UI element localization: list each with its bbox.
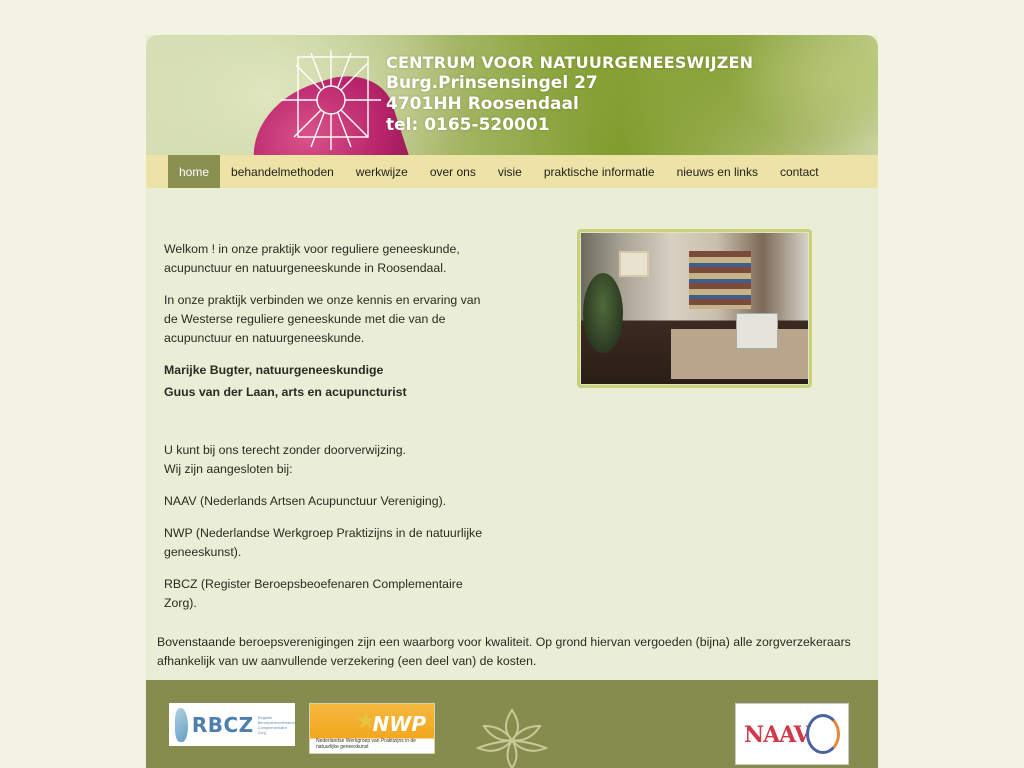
nav-over-ons[interactable]: over ons bbox=[429, 164, 476, 179]
rbcz-logo[interactable] bbox=[169, 703, 295, 746]
phone-number: tel: 0165-520001 bbox=[386, 115, 550, 135]
nav-contact[interactable]: contact bbox=[779, 164, 819, 179]
naav-logo-text: NAAV bbox=[744, 722, 810, 748]
insurance-note: Bovenstaande beroepsverenigingen zijn een waarborg voor kwaliteit. Op grond hiervan vergoeden (bijna) alle zorgverzekeraars afhankelijk van uw aanvullende verzekering (een deel van) de kosten. bbox=[157, 635, 851, 668]
rbcz-membership: RBCZ (Register Beroepsbeoefenaren Complementaire Zorg). bbox=[164, 577, 463, 610]
nav-werkwijze[interactable]: werkwijze bbox=[355, 164, 408, 179]
nwp-logo-text: NWP bbox=[372, 712, 426, 736]
header-address bbox=[386, 53, 753, 136]
nav-praktische-informatie[interactable]: praktische informatie bbox=[543, 164, 655, 179]
referral-line: U kunt bij ons terecht zonder doorverwijzing. bbox=[164, 443, 406, 457]
nav-nieuws-en-links[interactable]: nieuws en links bbox=[676, 164, 758, 179]
practitioner-1: Marijke Bugter, natuurgeneeskundige bbox=[164, 363, 384, 377]
rbcz-logo-subtext: Register Beroepsbeoefenaren Complementaire Zorg bbox=[257, 714, 296, 735]
intro-text bbox=[164, 240, 494, 626]
nwp-logo[interactable] bbox=[309, 703, 435, 754]
header-banner bbox=[146, 35, 878, 155]
main-content bbox=[146, 188, 878, 680]
site-title: CENTRUM VOOR NATUURGENEESWIJZEN bbox=[386, 53, 754, 72]
address-street: Burg.Prinsensingel 27 bbox=[386, 73, 598, 93]
nwp-logo-subtext: Nederlandse Werkgroep van Praktizijns in de natuurlijke geneeskunst bbox=[316, 738, 416, 750]
sun-logo-icon bbox=[276, 45, 386, 155]
nav-home[interactable]: home bbox=[168, 155, 220, 188]
address-city: 4701HH Roosendaal bbox=[386, 94, 579, 114]
site-container bbox=[146, 35, 878, 768]
practice-room-photo bbox=[581, 233, 808, 384]
photo-plant bbox=[583, 273, 623, 353]
main-nav bbox=[146, 155, 878, 188]
photo-wall-frame bbox=[619, 251, 649, 277]
nav-visie[interactable]: visie bbox=[497, 164, 522, 179]
approach-paragraph: In onze praktijk verbinden we onze kennis en ervaring van de Westerse reguliere geneeskunde met die van de acupunctuur en natuurgeneeskunde. bbox=[164, 293, 481, 345]
welcome-paragraph: Welkom ! in onze praktijk voor reguliere geneeskunde, acupunctuur en natuurgeneeskunde in Roosendaal. bbox=[164, 242, 460, 275]
practice-photo-frame bbox=[577, 229, 812, 388]
membership-line: Wij zijn aangesloten bij: bbox=[164, 462, 293, 476]
rbcz-mark-icon bbox=[175, 708, 188, 742]
yin-yang-icon bbox=[806, 714, 840, 754]
star-icon: ★ bbox=[356, 708, 376, 733]
nwp-membership: NWP (Nederlandse Werkgroep Praktizijns in de natuurlijke geneeskunst). bbox=[164, 526, 483, 559]
photo-monitor bbox=[736, 313, 778, 349]
lotus-flower-icon bbox=[474, 702, 550, 768]
rbcz-logo-text: RBCZ bbox=[191, 712, 254, 737]
footer bbox=[146, 680, 878, 768]
practitioner-2: Guus van der Laan, arts en acupuncturist bbox=[164, 385, 407, 399]
naav-membership: NAAV (Nederlands Artsen Acupunctuur Vereniging). bbox=[164, 494, 447, 508]
photo-bookshelf bbox=[689, 251, 751, 309]
naav-logo[interactable] bbox=[735, 703, 849, 765]
nav-behandelmethoden[interactable]: behandelmethoden bbox=[231, 164, 334, 179]
spacer bbox=[164, 405, 494, 441]
